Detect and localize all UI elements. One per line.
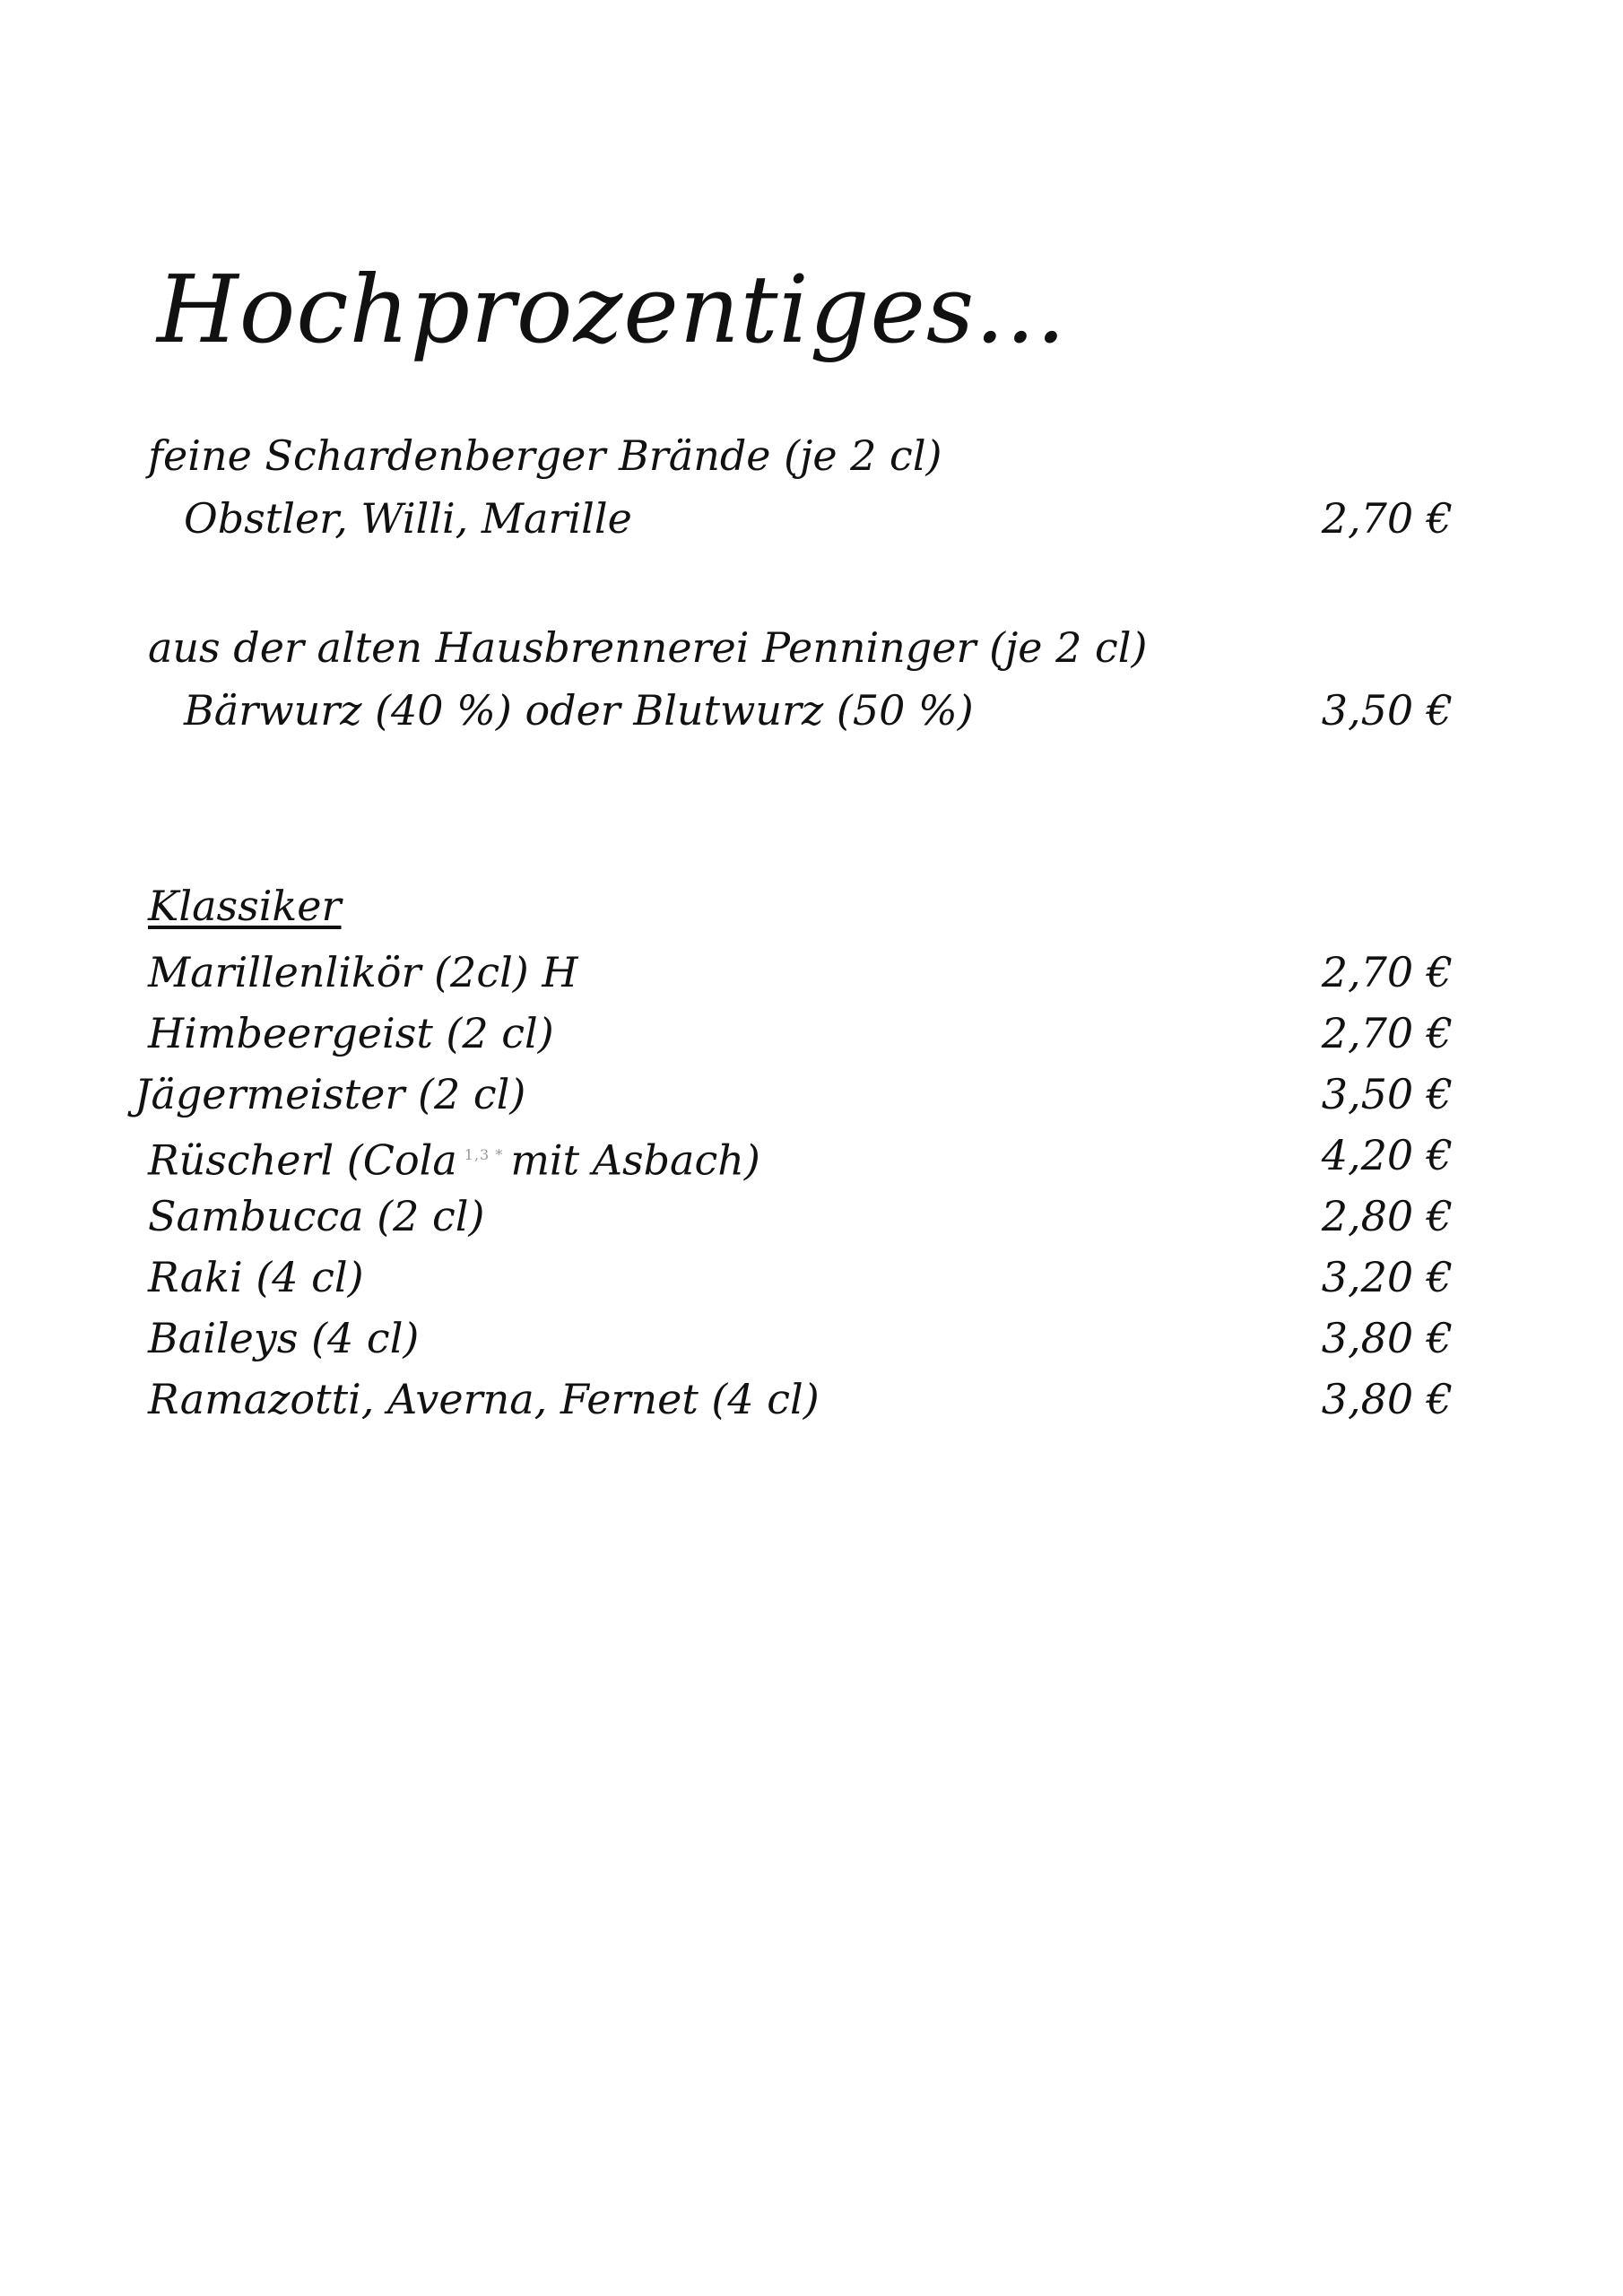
menu-item-himbeergeist: Himbeergeist (2 cl) — [148, 1009, 554, 1057]
menu-item-price: 3,80 € — [1321, 1314, 1453, 1362]
menu-item-obstler: Obstler, Willi, Marille — [184, 494, 632, 543]
page-title: Hochprozentiges... — [157, 255, 1067, 364]
menu-item-price: 2,70 € — [1321, 494, 1453, 543]
section-heading-penninger: aus der alten Hausbrennerei Penninger (je 2 cl) — [148, 623, 1148, 672]
menu-item-raki: Raki (4 cl) — [148, 1253, 364, 1301]
menu-item-marillenlikoer: Marillenlikör (2cl) H — [148, 948, 578, 996]
footnote-marker: 1,3 * — [464, 1146, 504, 1163]
menu-item-rueschERL-name-start: Rüscherl (Cola — [148, 1135, 457, 1185]
menu-item-rueschERL — [148, 1128, 760, 1187]
menu-item-price: 3,50 € — [1321, 1070, 1453, 1118]
section-heading-klassiker: Klassiker — [148, 882, 342, 930]
menu-item-rueschERL-name-end: mit Asbach) — [510, 1135, 760, 1185]
menu-item-price: 2,70 € — [1321, 1009, 1453, 1057]
menu-item-price: 4,20 € — [1321, 1131, 1453, 1179]
menu-item-ramazotti: Ramazotti, Averna, Fernet (4 cl) — [148, 1375, 820, 1423]
menu-item-price: 2,80 € — [1321, 1192, 1453, 1240]
menu-item-baerwurz: Bärwurz (40 %) oder Blutwurz (50 %) — [184, 686, 974, 735]
menu-item-price: 3,20 € — [1321, 1253, 1453, 1301]
menu-item-price: 3,80 € — [1321, 1375, 1453, 1423]
menu-item-price: 3,50 € — [1321, 686, 1453, 735]
menu-item-sambucca: Sambucca (2 cl) — [148, 1192, 485, 1240]
section-heading-schardenberger: feine Schardenberger Brände (je 2 cl) — [148, 431, 942, 480]
menu-item-jaegermeister: Jägermeister (2 cl) — [135, 1070, 526, 1118]
menu-item-baileys: Baileys (4 cl) — [148, 1314, 420, 1362]
menu-item-price: 2,70 € — [1321, 948, 1453, 996]
